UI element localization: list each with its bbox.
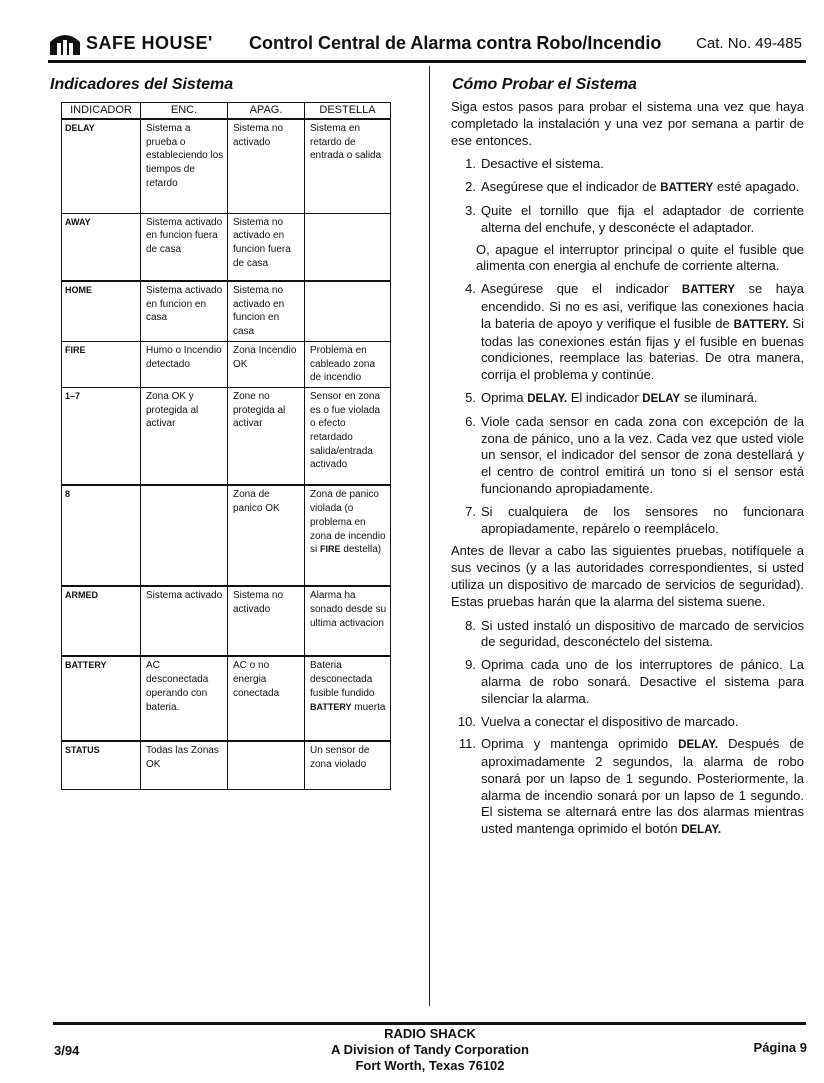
indicator-name: 1–7 xyxy=(62,387,141,485)
footer-company xyxy=(300,1026,560,1074)
house-logo-icon xyxy=(48,30,82,56)
delay-keyword: DELAY. xyxy=(678,739,719,752)
header-rule xyxy=(48,60,806,63)
indicator-name: DELAY xyxy=(62,119,141,213)
warning-paragraph: Antes de llevar a cabo las siguientes pruebas, notifíquele a sus vecinos (y a las autoridades correspondientes, si usted utiliza un dispositivo de marcado de servicios de seguridad). Estas pruebas harán que la alarma del sistema suene. xyxy=(451,543,804,609)
step-number: 9. xyxy=(465,657,476,673)
on-cell: Sistema activado xyxy=(141,586,228,656)
table-row xyxy=(62,341,391,387)
testing-section-title: Cómo Probar el Sistema xyxy=(452,76,637,93)
footer-rule xyxy=(53,1022,806,1025)
indicator-name: FIRE xyxy=(62,341,141,387)
off-cell xyxy=(228,741,305,789)
table-row xyxy=(62,119,391,213)
step-text xyxy=(481,736,804,839)
on-cell xyxy=(141,485,228,586)
battery-keyword: BATTERY xyxy=(681,284,735,297)
off-cell: Sistema no activado xyxy=(228,119,305,213)
step-text xyxy=(481,390,804,408)
step-text: Si usted instaló un dispositivo de marcado de servicios de seguridad, desconéctelo del sistema. xyxy=(481,617,804,650)
indicator-name: HOME xyxy=(62,281,141,341)
step-text-part: El indicador xyxy=(570,389,639,405)
step-text: Oprima cada uno de los interruptores de pánico. La alarma de robo sonará. Desactive el sistema para silenciar la alarma. xyxy=(481,657,804,706)
off-cell: Zone no protegida al activar xyxy=(228,387,305,485)
table-row xyxy=(62,586,391,656)
intro-paragraph: Siga estos pasos para probar el sistema una vez que haya completado la instalación y una vez por semana a partir de ese entonces. xyxy=(451,99,804,148)
column-header-off: APAG. xyxy=(228,103,305,120)
step-number: 3. xyxy=(465,202,476,218)
step-number: 2. xyxy=(465,179,476,195)
step-text: Si cualquiera de los sensores no funcionara apropiadamente, repárelo o reemplácelo. xyxy=(481,503,804,536)
delay-keyword: DELAY. xyxy=(681,824,722,837)
off-cell: AC o no energia conectada xyxy=(228,656,305,741)
step-number: 8. xyxy=(465,617,476,633)
step-number: 11. xyxy=(458,736,476,752)
indicator-name: BATTERY xyxy=(62,656,141,741)
off-cell: Sistema no activado xyxy=(228,586,305,656)
column-header-indicator: INDICADOR xyxy=(62,103,141,120)
flash-cell: Un sensor de zona violado xyxy=(305,741,391,789)
on-cell: Sistema activado en funcion en casa xyxy=(141,281,228,341)
on-cell: AC desconectada operando con bateria. xyxy=(141,656,228,741)
catalog-number: Cat. No. 49-485 xyxy=(696,35,802,52)
flash-cell: Sistema en retardo de entrada o salida xyxy=(305,119,391,213)
on-cell: Todas las Zonas OK xyxy=(141,741,228,789)
off-cell: Sistema no activado en funcion fuera de casa xyxy=(228,213,305,281)
step-text-part: Asegúrese que el indicador de xyxy=(481,179,657,195)
step-text: Vuelva a conectar el dispositivo de marcado. xyxy=(481,713,739,729)
list-item xyxy=(451,714,804,731)
flash-cell xyxy=(305,213,391,281)
column-header-on: ENC. xyxy=(141,103,228,120)
step-number: 1. xyxy=(465,156,476,172)
list-item xyxy=(451,618,804,652)
step-text-part: se haya encendido. Si no es asi, verifique las conexiones hacia la bateria de apoyo y verifique el fusible de xyxy=(481,281,804,331)
flash-cell: Sensor en zona es o fue violada o efecto retardado salida/entrada activado xyxy=(305,387,391,485)
step-number: 6. xyxy=(465,413,476,429)
flash-cell: Alarma ha sonado desde su ultima activacion xyxy=(305,586,391,656)
step-text-part: se iluminará. xyxy=(683,389,758,405)
off-cell: Sistema no activado en funcion en casa xyxy=(228,281,305,341)
on-cell: Sistema a prueba o estableciendo los tiempos de retardo xyxy=(141,119,228,213)
flash-cell xyxy=(305,281,391,341)
flash-cell xyxy=(305,656,391,741)
document-title: Control Central de Alarma contra Robo/Incendio xyxy=(249,33,662,53)
flash-text: Bateria desconectada fusible fundido xyxy=(310,660,375,699)
list-item xyxy=(451,657,804,707)
table-row xyxy=(62,656,391,741)
indicator-name: AWAY xyxy=(62,213,141,281)
list-item xyxy=(451,203,804,237)
step-number: 10. xyxy=(457,713,476,729)
table-row xyxy=(62,485,391,586)
list-item xyxy=(451,179,804,197)
delay-keyword: DELAY. xyxy=(527,392,568,405)
step-number: 5. xyxy=(465,389,476,405)
table-row xyxy=(62,387,391,485)
step-text: Viole cada sensor en cada zona con excepción de la zona de pánico, uno a la vez. Cada vez que usted viole un sensor, el indicador del sensor de zona destellará y el centro de control emitirá un tono si el sensor está funcionando apropiadamente. xyxy=(481,413,804,496)
step-text xyxy=(481,179,804,197)
footer-date: 3/94 xyxy=(54,1043,80,1058)
flash-cell: Problema en cableado zona de incendio xyxy=(305,341,391,387)
table-row xyxy=(62,213,391,281)
step-text-part: Si todas las conexiones están fijas y el fusible en buenas condiciones, reemplace las baterias. De otra manera, corrija el problema y continúe. xyxy=(481,315,805,383)
column-header-flash: DESTELLA xyxy=(305,103,391,120)
battery-keyword: BATTERY xyxy=(310,701,352,712)
list-item xyxy=(451,736,804,839)
column-divider xyxy=(429,66,430,1006)
brand-name: SAFE HOUSE' xyxy=(86,32,213,53)
table-row xyxy=(62,281,391,341)
flash-text-end: muerta xyxy=(354,701,386,713)
company-division: A Division of Tandy Corporation xyxy=(331,1042,529,1057)
on-cell: Humo o Incendio detectado xyxy=(141,341,228,387)
step-text: Quite el tornillo que fija el adaptador de corriente alterna del enchufe, y desconécte el adaptador. xyxy=(481,202,804,235)
list-item xyxy=(451,281,804,384)
testing-instructions xyxy=(451,99,804,845)
step-text: Desactive el sistema. xyxy=(481,156,604,172)
step-text-part: Después de aproximadamente 2 segundos, la alarma de robo sonará por un lapso de 1 segundo. Posteriormente, la alarma de incendio sonará por un lapso de 1 segundo. El sistema se alternará entre las dos alarmas mientras usted mantenga oprimido el botón xyxy=(481,736,804,837)
indicator-name: ARMED xyxy=(62,586,141,656)
company-name: RADIO SHACK xyxy=(384,1026,476,1041)
off-cell: Zona Incendio OK xyxy=(228,341,305,387)
list-item xyxy=(451,156,804,173)
step-text-part: Oprima y mantenga oprimido xyxy=(481,736,669,752)
list-item xyxy=(451,414,804,498)
table-header-row xyxy=(62,103,391,120)
indicators-section-title: Indicadores del Sistema xyxy=(50,76,234,93)
battery-keyword: BATTERY xyxy=(660,182,714,195)
company-address: Fort Worth, Texas 76102 xyxy=(355,1058,505,1073)
off-cell: Zona de panico OK xyxy=(228,485,305,586)
fire-keyword: FIRE xyxy=(320,544,341,555)
page-number: Página 9 xyxy=(753,1040,807,1055)
list-item xyxy=(451,504,804,538)
delay-keyword: DELAY xyxy=(642,392,681,405)
step-text-part: esté apagado. xyxy=(716,179,800,195)
step-text xyxy=(481,281,804,384)
step-text-part: Asegúrese que el indicador xyxy=(481,281,669,297)
flash-cell xyxy=(305,485,391,586)
step-note: O, apague el interruptor principal o quite el fusible que alimenta con energia al enchufe de corriente alterna. xyxy=(476,241,804,274)
flash-text: Zona de panico violada (o problema en zona de incendio si xyxy=(310,489,386,556)
brand-logo xyxy=(48,30,213,56)
indicator-name: STATUS xyxy=(62,741,141,789)
table-row xyxy=(62,741,391,789)
indicator-name: 8 xyxy=(62,485,141,586)
step-text-part: Oprima xyxy=(481,389,524,405)
step-number: 7. xyxy=(465,503,476,519)
step-number: 4. xyxy=(465,281,476,297)
on-cell: Sistema activado en funcion fuera de casa xyxy=(141,213,228,281)
flash-text-end: destella) xyxy=(343,544,382,556)
page-header xyxy=(48,30,806,60)
indicators-table xyxy=(61,102,391,790)
on-cell: Zona OK y protegida al activar xyxy=(141,387,228,485)
battery-keyword: BATTERY. xyxy=(733,318,789,331)
list-item xyxy=(451,390,804,408)
